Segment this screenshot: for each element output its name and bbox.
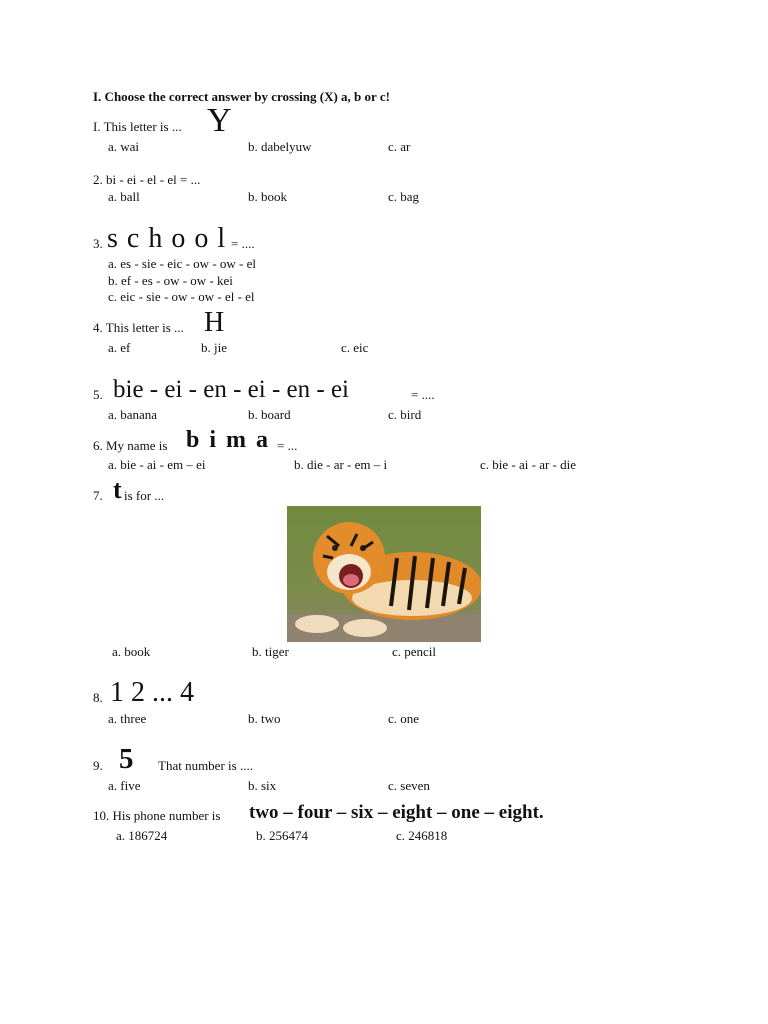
question-7-number: 7. <box>93 488 103 503</box>
instructions-heading: I. Choose the correct answer by crossing (X) a, b or c! <box>93 89 390 104</box>
question-9-digit: 5 <box>119 743 134 775</box>
q7-option-c[interactable]: c. pencil <box>392 644 437 659</box>
question-7-suffix: is for ... <box>124 488 165 503</box>
q9-option-a[interactable]: a. five <box>108 778 141 793</box>
question-2-text: 2. bi - ei - el - el = ... <box>93 172 201 187</box>
q6-option-a[interactable]: a. bie - ai - em – ei <box>108 457 206 472</box>
question-4-letter: H <box>204 307 225 338</box>
q3-option-b[interactable]: b. ef - es - ow - ow - kei <box>108 273 233 288</box>
q6-option-b[interactable]: b. die - ar - em – i <box>294 457 388 472</box>
q3-option-a[interactable]: a. es - sie - eic - ow - ow - el <box>108 256 256 271</box>
q1-option-c[interactable]: c. ar <box>388 139 411 154</box>
question-3-word: s c h o o l <box>107 223 227 254</box>
q3-option-c[interactable]: c. eic - sie - ow - ow - el - el <box>108 289 255 304</box>
q5-option-b[interactable]: b. board <box>248 407 291 422</box>
q9-option-b[interactable]: b. six <box>248 778 277 793</box>
question-6-text: 6. My name is <box>93 438 168 453</box>
q10-option-c[interactable]: c. 246818 <box>396 828 448 843</box>
question-9-suffix: That number is .... <box>158 758 253 773</box>
question-4-text: 4. This letter is ... <box>93 320 184 335</box>
q1-option-a[interactable]: a. wai <box>108 139 140 154</box>
q1-option-b[interactable]: b. dabelyuw <box>248 139 312 154</box>
q10-option-b[interactable]: b. 256474 <box>256 828 308 843</box>
q4-option-a[interactable]: a. ef <box>108 340 131 355</box>
q2-option-a[interactable]: a. ball <box>108 189 140 204</box>
q9-option-c[interactable]: c. seven <box>388 778 430 793</box>
question-6-name: b i m a <box>186 427 271 453</box>
q7-option-b[interactable]: b. tiger <box>252 644 289 659</box>
q8-option-c[interactable]: c. one <box>388 711 420 726</box>
question-6-suffix: = ... <box>277 438 298 453</box>
q2-option-c[interactable]: c. bag <box>388 189 420 204</box>
question-5-spelling: bie - ei - en - ei - en - ei <box>113 376 349 403</box>
question-1-letter: Y <box>207 102 232 139</box>
q6-option-c[interactable]: c. bie - ai - ar - die <box>480 457 577 472</box>
question-8-sequence: 1 2 ... 4 <box>110 677 194 708</box>
question-3-number: 3. <box>93 236 103 251</box>
q4-option-b[interactable]: b. jie <box>201 340 227 355</box>
question-3-suffix: = .... <box>231 236 255 251</box>
q7-option-a[interactable]: a. book <box>112 644 151 659</box>
question-5-suffix: = .... <box>411 387 435 402</box>
q5-option-c[interactable]: c. bird <box>388 407 422 422</box>
question-10-text: 10. His phone number is <box>93 808 221 823</box>
question-5-number: 5. <box>93 387 103 402</box>
question-1 <box>93 119 182 135</box>
question-7-letter: t <box>113 475 122 504</box>
question-10-phone: two – four – six – eight – one – eight. <box>249 802 544 823</box>
q4-option-c[interactable]: c. eic <box>341 340 369 355</box>
question-9-number: 9. <box>93 758 103 773</box>
question-1-text: I. This letter is ... <box>93 119 182 134</box>
q2-option-b[interactable]: b. book <box>248 189 287 204</box>
q5-option-a[interactable]: a. banana <box>108 407 158 422</box>
tiger-image <box>287 506 481 642</box>
q10-option-a[interactable]: a. 186724 <box>116 828 168 843</box>
question-8-number: 8. <box>93 690 103 705</box>
q8-option-b[interactable]: b. two <box>248 711 281 726</box>
q8-option-a[interactable]: a. three <box>108 711 147 726</box>
